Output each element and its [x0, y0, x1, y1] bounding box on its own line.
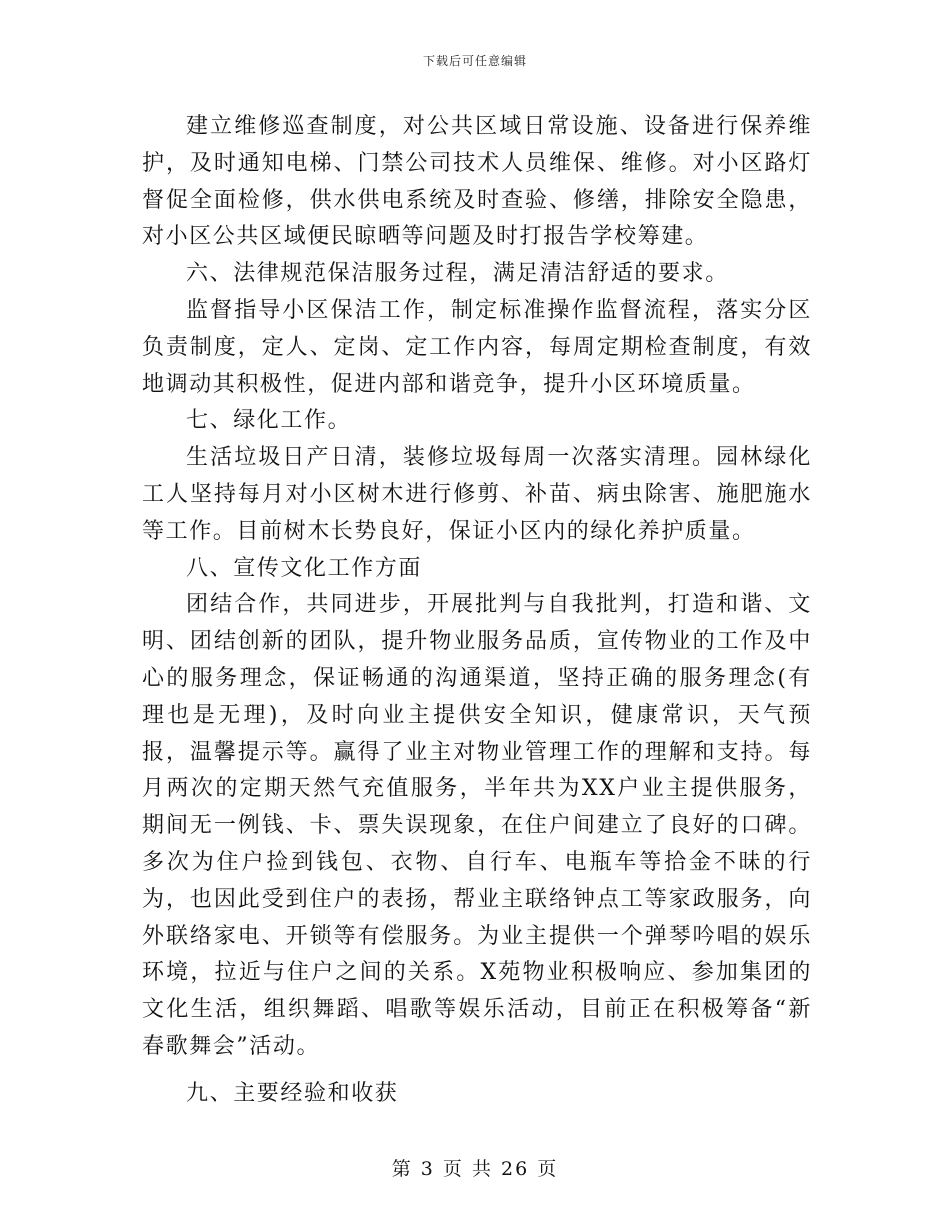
section-heading-cleaning: 六、法律规范保洁服务过程，满足清洁舒适的要求。	[186, 261, 729, 287]
paragraph-maintenance: 建立维修巡查制度，对公共区域日常设施、设备进行保养维护，及时通知电梯、门禁公司技术人员维保、维修。对小区路灯督促全面检修，供水供电系统及时查验、修缮，排除安全隐患，对小区公共区域便民晾晒等问题及时打报告学校筹建。	[142, 114, 812, 250]
section-heading-experience: 九、主要经验和收获	[186, 1080, 399, 1106]
page-header-note: 下载后可任意编辑	[422, 54, 527, 68]
section-heading-culture: 八、宣传文化工作方面	[186, 555, 423, 581]
page-number-footer: 第 3 页 共 26 页	[391, 1158, 559, 1180]
document-body	[142, 109, 812, 1113]
paragraph-culture: 团结合作，共同进步，开展批判与自我批判，打造和谐、文明、团结创新的团队，提升物业服务品质，宣传物业的工作及中心的服务理念，保证畅通的沟通渠道，坚持正确的服务理念(有理也是无理)，及时向业主提供安全知识，健康常识，天气预报，温馨提示等。赢得了业主对物业管理工作的理解和支持。每月两次的定期天然气充值服务，半年共为XX户业主提供服务，期间无一例钱、卡、票失误现象，在住户间建立了良好的口碑。多次为住户捡到钱包、衣物、自行车、电瓶车等拾金不昧的行为，也因此受到住户的表扬，帮业主联络钟点工等家政服务，向外联络家电、开锁等有偿服务。为业主提供一个弹琴吟唱的娱乐环境，拉近与住户之间的关系。X苑物业积极响应、参加集团的文化生活，组织舞蹈、唱歌等娱乐活动，目前正在积极筹备“新春歌舞会”活动。	[142, 592, 812, 1059]
paragraph-greening: 生活垃圾日产日清，装修垃圾每周一次落实清理。园林绿化工人坚持每月对小区树木进行修剪、补苗、病虫除害、施肥施水等工作。目前树木长势良好，保证小区内的绿化养护质量。	[142, 445, 812, 544]
section-heading-greening: 七、绿化工作。	[186, 408, 352, 434]
paragraph-cleaning: 监督指导小区保洁工作，制定标准操作监督流程，落实分区负责制度，定人、定岗、定工作内容，每周定期检查制度，有效地调动其积极性，促进内部和谐竞争，提升小区环境质量。	[142, 297, 812, 397]
